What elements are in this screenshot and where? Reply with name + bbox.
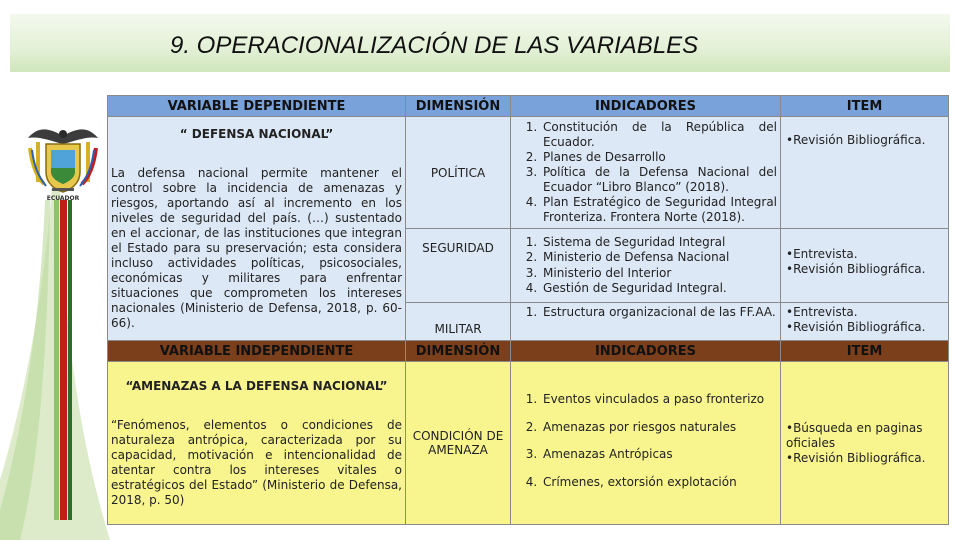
list-item: • Entrevista. (786, 305, 945, 320)
items-seguridad (781, 229, 949, 303)
list-item: 1. Sistema de Seguridad Integral (541, 235, 777, 251)
dependent-variable-cell (108, 117, 406, 341)
list-item: • Revisión Bibliográfica. (786, 133, 945, 148)
variable-name: “AMENAZAS A LA DEFENSA NACIONAL” (125, 378, 388, 393)
slide-title: 9. OPERACIONALIZACIÓN DE LAS VARIABLES (170, 32, 699, 59)
title-bar (10, 14, 950, 72)
header-indicadores: INDICADORES (511, 96, 781, 117)
items-politica (781, 117, 949, 229)
independent-variable-cell (108, 362, 406, 525)
indicators-politica (511, 117, 781, 229)
header-dimension: DIMENSIÓN (406, 341, 511, 362)
dimension-condicion-de-amenaza: CONDICIÓN DE AMENAZA (406, 362, 511, 525)
variables-table (107, 95, 949, 525)
indicators-militar (511, 303, 781, 341)
list-item: 2. Amenazas por riesgos naturales (541, 420, 777, 436)
list-item: • Entrevista. (786, 247, 945, 262)
list-item: 3. Amenazas Antrópicas (541, 447, 777, 463)
list-item: 1. Eventos vinculados a paso fronterizo (541, 392, 777, 408)
dimension-politica: POLÍTICA (406, 117, 511, 229)
header-variable-dependiente: VARIABLE DEPENDIENTE (108, 96, 406, 117)
list-item: 3. Política de la Defensa Nacional del Ecuador “Libro Blanco” (2018). (541, 165, 777, 195)
indicators-seguridad (511, 229, 781, 303)
header-variable-independiente: VARIABLE INDEPENDIENTE (108, 341, 406, 362)
logo-caption: ECUADOR (46, 195, 80, 202)
items-militar (781, 303, 949, 341)
items-condicion (781, 362, 949, 525)
indicators-condicion (511, 362, 781, 525)
dimension-militar: MILITAR (406, 303, 511, 341)
dimension-seguridad: SEGURIDAD (406, 229, 511, 303)
variable-description: La defensa nacional permite mantener el control sobre la incidencia de amenazas y riesgos, aportando así al incremento en los niveles de seguridad del país. (…) sustentado en el accionar, de las instituciones que integran el Estado para su preservación; esta considera incluso actividades políticas, psicosociales, económicas y militares para enfrentar situaciones que comprometen los intereses nacionales (Ministerio de Defensa, 2018, p. 60-66). (111, 165, 402, 330)
header-dimension: DIMENSIÓN (406, 96, 511, 117)
header-row-independent (108, 341, 949, 362)
header-indicadores: INDICADORES (511, 341, 781, 362)
list-item: 4. Plan Estratégico de Seguridad Integral Fronteriza. Frontera Norte (2018). (541, 195, 777, 225)
variable-description: “Fenómenos, elementos o condiciones de naturaleza antrópica, caracterizada por su capacidad, motivación e intencionalidad de atentar contra los intereses vitales o estratégicos del Estado” (Ministerio de Defensa, 2018, p. 50) (111, 417, 402, 507)
list-item: 1. Estructura organizacional de las FF.AA. (541, 305, 777, 321)
table-row (108, 362, 949, 525)
list-item: • Revisión Bibliográfica. (786, 320, 945, 335)
list-item: 4. Gestión de Seguridad Integral. (541, 281, 777, 297)
list-item: • Búsqueda en paginas oficiales (786, 421, 945, 451)
list-item: 2. Ministerio de Defensa Nacional (541, 250, 777, 266)
coat-of-arms-icon (22, 118, 104, 202)
list-item: • Revisión Bibliográfica. (786, 451, 945, 466)
variable-name: “ DEFENSA NACIONAL” (179, 126, 334, 141)
list-item: 1. Constitución de la República del Ecuador. (541, 120, 777, 150)
list-item: 3. Ministerio del Interior (541, 266, 777, 282)
list-item: 2. Planes de Desarrollo (541, 150, 777, 165)
header-item: ITEM (781, 341, 949, 362)
table-row (108, 117, 949, 229)
header-item: ITEM (781, 96, 949, 117)
list-item: 4. Crímenes, extorsión explotación (541, 475, 777, 491)
list-item: • Revisión Bibliográfica. (786, 262, 945, 277)
header-row-dependent (108, 96, 949, 117)
